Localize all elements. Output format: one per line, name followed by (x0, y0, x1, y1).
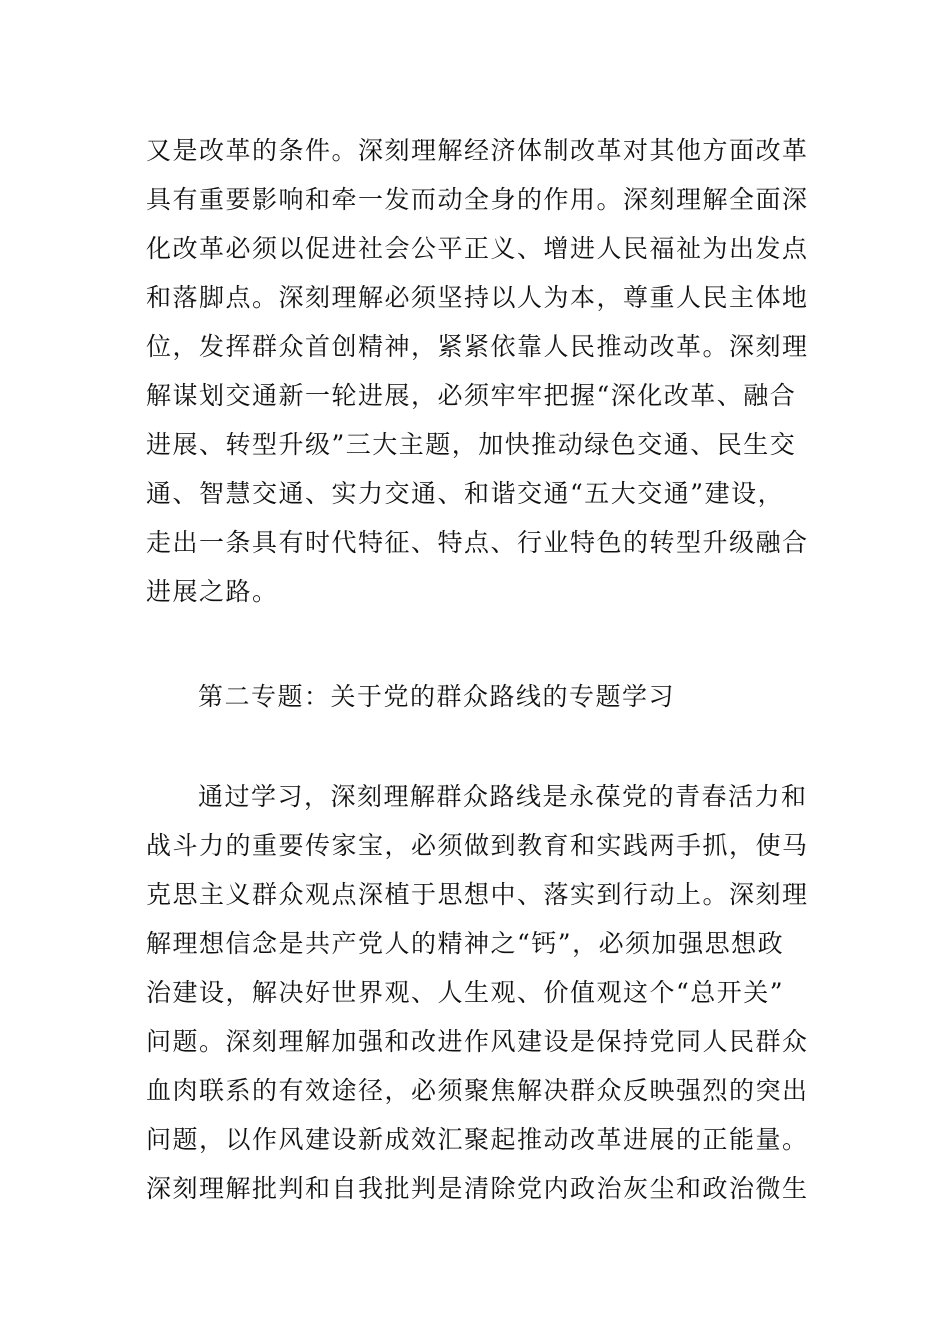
text-line: 位，发挥群众首创精神，紧紧依靠人民推动改革。深刻理 (146, 332, 809, 361)
text-line: 化改革必须以促进社会公平正义、增进人民福祉为出发点 (146, 234, 809, 263)
paragraph-1 (146, 126, 809, 616)
text-line: 和落脚点。深刻理解必须坚持以人为本，尊重人民主体地 (146, 283, 809, 312)
text-line: 治建设，解决好世界观、人生观、价值观这个“总开关” (146, 978, 785, 1007)
text-line: 又是改革的条件。深刻理解经济体制改革对其他方面改革 (146, 136, 809, 165)
text-line: 进展之路。 (146, 577, 279, 606)
text-line: 深刻理解批判和自我批判是清除党内政治灰尘和政治微生 (146, 1174, 809, 1203)
paragraph-2 (146, 772, 809, 1213)
section-2-heading: 第二专题：关于党的群众路线的专题学习 (198, 682, 676, 711)
text-line: 走出一条具有时代特征、特点、行业特色的转型升级融合 (146, 528, 809, 557)
text-line: 问题，以作风建设新成效汇聚起推动改革进展的正能量。 (146, 1125, 809, 1154)
text-line: 解谋划交通新一轮进展，必须牢牢把握“深化改革、融合 (146, 381, 797, 410)
text-line: 克思主义群众观点深植于思想中、落实到行动上。深刻理 (146, 880, 809, 909)
text-line: 进展、转型升级”三大主题，加快推动绿色交通、民生交 (146, 430, 797, 459)
section-heading (146, 672, 806, 721)
text-line: 具有重要影响和牵一发而动全身的作用。深刻理解全面深 (146, 185, 809, 214)
text-line: 通、智慧交通、实力交通、和谐交通“五大交通”建设， (146, 479, 785, 508)
text-line: 问题。深刻理解加强和改进作风建设是保持党同人民群众 (146, 1027, 809, 1056)
text-line: 战斗力的重要传家宝，必须做到教育和实践两手抓，使马 (146, 831, 809, 860)
text-line: 解理想信念是共产党人的精神之“钙”，必须加强思想政 (146, 929, 785, 958)
text-line: 通过学习，深刻理解群众路线是永葆党的青春活力和 (198, 782, 808, 811)
text-line: 血肉联系的有效途径，必须聚焦解决群众反映强烈的突出 (146, 1076, 809, 1105)
